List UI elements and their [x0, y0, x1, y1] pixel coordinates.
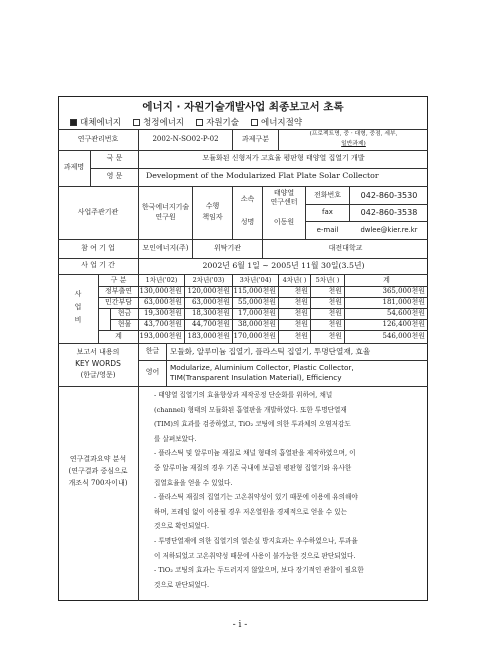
budget-header: 4차년( ) — [282, 276, 307, 284]
summary-line: - 태양열 집열기의 효율향상과 제작공정 단순화를 위하여, 채널 — [154, 391, 333, 399]
budget-row-label: 정부출연 — [104, 287, 133, 295]
rule — [58, 186, 428, 187]
budget-cell: 546,000천원 — [382, 332, 425, 340]
checkbox-icon[interactable] — [251, 119, 258, 126]
budget-label: 사 — [74, 290, 82, 298]
summary-line: 를 살펴보았다. — [154, 434, 197, 443]
rule — [58, 239, 428, 240]
rule — [58, 129, 428, 130]
keywords-label-2: KEY WORDS — [75, 359, 121, 368]
budget-cell: 17,000천원 — [237, 309, 276, 317]
budget-row-label: 현물 — [117, 320, 132, 328]
summary-line: 하며, 프레임 없이 이용될 경우 저온열원을 경제적으로 얻을 수 있는 — [154, 507, 347, 516]
phone-label: 전화번호 — [313, 191, 342, 199]
keywords-label: 보고서 내용의 — [76, 348, 120, 356]
budget-cell: 천원 — [328, 309, 342, 317]
rule — [58, 343, 428, 344]
period-label: 사 업 기 간 — [81, 261, 115, 269]
org-name: 한국에너지기술 — [141, 203, 190, 211]
task-name-en: Development of the Modularized Flat Plate Solar Collector — [146, 171, 379, 180]
budget-cell: 183,000천원 — [187, 332, 230, 340]
keywords-en-label: 영어 — [145, 368, 160, 376]
checkbox-icon[interactable] — [196, 119, 203, 126]
budget-cell: 43,700천원 — [143, 320, 182, 328]
delegate-label: 위탁기관 — [213, 244, 242, 252]
budget-header: 계 — [383, 276, 390, 284]
rule — [58, 274, 428, 275]
summary-line: - 투명단열재에 의한 집열기의 열손실 방지효과는 우수하였으나, 투과율 — [154, 536, 358, 545]
budget-label: 업 — [74, 303, 82, 311]
mgmt-number: 2002-N-SO02-P-02 — [152, 135, 219, 143]
keywords-en-2: TIM(Transparent Insulation Material), Efficiency — [170, 373, 342, 382]
page-number: - i - — [232, 620, 248, 630]
task-type-value: (프로젝트명, 중 · 대형, 중점, 세부, — [309, 131, 398, 137]
budget-cell: 120,000천원 — [187, 287, 230, 295]
summary-line: 이 저하되었고 고온취약성 때문에 사용이 불가능한 것으로 판단되었다. — [154, 551, 356, 560]
rule — [138, 343, 139, 601]
summary-line: (TIM)의 효과를 검증하였고, TiO₂ 코팅에 의한 투과체의 오염저감도 — [154, 420, 351, 429]
budget-cell: 천원 — [294, 332, 308, 340]
budget-cell: 천원 — [328, 298, 342, 306]
summary-label: 연구결과요약 분석 — [69, 455, 127, 463]
affil-value-2: 연구센터 — [270, 198, 298, 206]
resp-label: 수행 — [205, 202, 220, 210]
summary-label-2: (연구결과 중심으로 — [68, 467, 128, 475]
budget-header: 1차년('02) — [145, 276, 178, 284]
summary-text — [154, 388, 422, 592]
fax-value: 042-860-3538 — [360, 208, 418, 217]
summary-label-3: 개조식 700자이내) — [68, 479, 128, 487]
budget-header: 5차년( ) — [315, 276, 340, 284]
resp-label-2: 책임자 — [202, 213, 223, 221]
keywords-label-3: (한글/영문) — [80, 371, 116, 379]
budget-cell: 170,000천원 — [233, 332, 276, 340]
task-name-ko-label: 국 문 — [106, 154, 123, 162]
budget-cell: 18,300천원 — [191, 309, 230, 317]
rule — [58, 258, 428, 259]
affil-value: 태양열 — [273, 189, 295, 197]
keywords-ko-label: 한글 — [145, 347, 160, 355]
period-value: 2002년 6월 1일 ~ 2005년 11월 30일(3.5년) — [202, 261, 365, 270]
budget-cell: 천원 — [328, 287, 342, 295]
task-type-label: 과제구분 — [241, 135, 270, 143]
phone-value: 042-860-3530 — [360, 191, 418, 200]
checkbox-icon[interactable] — [133, 119, 140, 126]
budget-cell: 19,300천원 — [143, 309, 182, 317]
report-title: 에너지 · 자원기술개발사업 최종보고서 초록 — [142, 101, 344, 113]
affil-label: 소속 — [240, 195, 255, 203]
rule — [58, 150, 428, 151]
task-name-ko: 모듈화된 신형저가 고효율 평판형 태양열 집열기 개발 — [202, 154, 365, 162]
budget-header: 구 분 — [110, 276, 127, 284]
category-clean-energy[interactable]: 청정에너지 — [133, 116, 184, 128]
summary-line: - 플라스틱 재질의 집열기는 고온취약성이 있기 때문에 이용에 유의해야 — [154, 493, 358, 502]
rule — [305, 221, 428, 222]
budget-cell: 천원 — [328, 320, 342, 328]
task-type-value-2: 일반과제) — [341, 141, 366, 147]
keywords-ko: 모듈화, 알루미늄 집열기, 플라스틱 집열기, 투명단열재, 효율 — [170, 347, 371, 356]
task-name-en-label: 영 문 — [106, 172, 123, 180]
partner-label: 참 여 기 업 — [81, 244, 115, 252]
email-value[interactable]: dwlee@kier.re.kr — [360, 226, 418, 234]
budget-cell: 193,000천원 — [139, 332, 182, 340]
fax-label: fax — [322, 208, 333, 216]
rule — [192, 186, 193, 239]
rule — [232, 186, 233, 239]
name-label: 성명 — [240, 218, 255, 226]
budget-cell: 천원 — [294, 287, 308, 295]
org-name-2: 연구원 — [155, 213, 176, 221]
rule — [90, 168, 428, 169]
summary-line: 중 알루미늄 재질의 경우 기존 국내에 보급된 평판형 집열기와 유사한 — [154, 463, 352, 472]
category-energy-saving[interactable]: 에너지절약 — [251, 116, 302, 128]
budget-cell: 126,400천원 — [382, 320, 425, 328]
budget-cell: 천원 — [328, 332, 342, 340]
keywords-en: Modularize, Aluminium Collector, Plastic Collector, — [170, 363, 354, 372]
summary-line: - 플라스틱 및 알루미늄 재질로 채널 형태의 흡열판을 제작하였으며, 이 — [154, 449, 356, 458]
rule — [138, 186, 139, 239]
budget-cell: 365,000천원 — [382, 287, 425, 295]
budget-cell: 115,000천원 — [233, 287, 276, 295]
rule — [305, 204, 428, 205]
summary-line: 것으로 확인되었다. — [154, 522, 210, 531]
budget-label: 비 — [74, 316, 82, 324]
budget-cell: 44,700천원 — [191, 320, 230, 328]
budget-header: 3차년('04) — [239, 276, 272, 284]
budget-header: 2차년('03) — [192, 276, 225, 284]
rule — [98, 330, 428, 331]
budget-cell: 63,000천원 — [143, 298, 182, 306]
category-checkboxes — [70, 116, 420, 128]
mgmt-label: 연구관리번호 — [77, 135, 119, 143]
task-name-label: 과제명 — [63, 163, 85, 171]
checkbox-checked-icon[interactable] — [70, 119, 77, 126]
budget-row-label: 민간부담 — [104, 298, 133, 306]
summary-line: 것으로 판단되었다. — [154, 580, 210, 589]
rule — [166, 343, 167, 386]
person-name: 이동원 — [273, 218, 295, 226]
category-alt-energy[interactable]: 대체에너지 — [70, 116, 121, 128]
budget-cell: 38,000천원 — [237, 320, 276, 328]
budget-cell: 130,000천원 — [139, 287, 182, 295]
budget-cell: 천원 — [294, 320, 308, 328]
budget-cell: 54,600천원 — [386, 309, 425, 317]
rule — [138, 360, 428, 361]
category-resource-tech[interactable]: 자원기술 — [196, 116, 239, 128]
budget-row-label: 계 — [115, 332, 122, 340]
budget-cell: 55,000천원 — [237, 298, 276, 306]
email-label: e-mail — [316, 226, 339, 234]
budget-cell: 63,000천원 — [191, 298, 230, 306]
rule — [58, 386, 428, 387]
delegate-value: 대전대학교 — [328, 244, 363, 252]
budget-cell: 181,000천원 — [382, 298, 425, 306]
budget-row-label: 현금 — [117, 309, 132, 317]
summary-line: 집열효율을 얻을 수 있었다. — [154, 478, 233, 487]
budget-cell: 천원 — [294, 298, 308, 306]
summary-line: - TiO₂ 코팅의 효과는 두드러지지 않았으며, 보다 장기적인 관찰이 필요한 — [154, 566, 364, 575]
budget-cell: 천원 — [294, 309, 308, 317]
org-label: 사업주관기관 — [77, 208, 119, 216]
summary-line: (channel) 형태의 모듈화된 흡열판을 개발하였다. 또한 투명단열재 — [154, 405, 347, 414]
partner-company: 모인에너지(주) — [142, 244, 189, 252]
